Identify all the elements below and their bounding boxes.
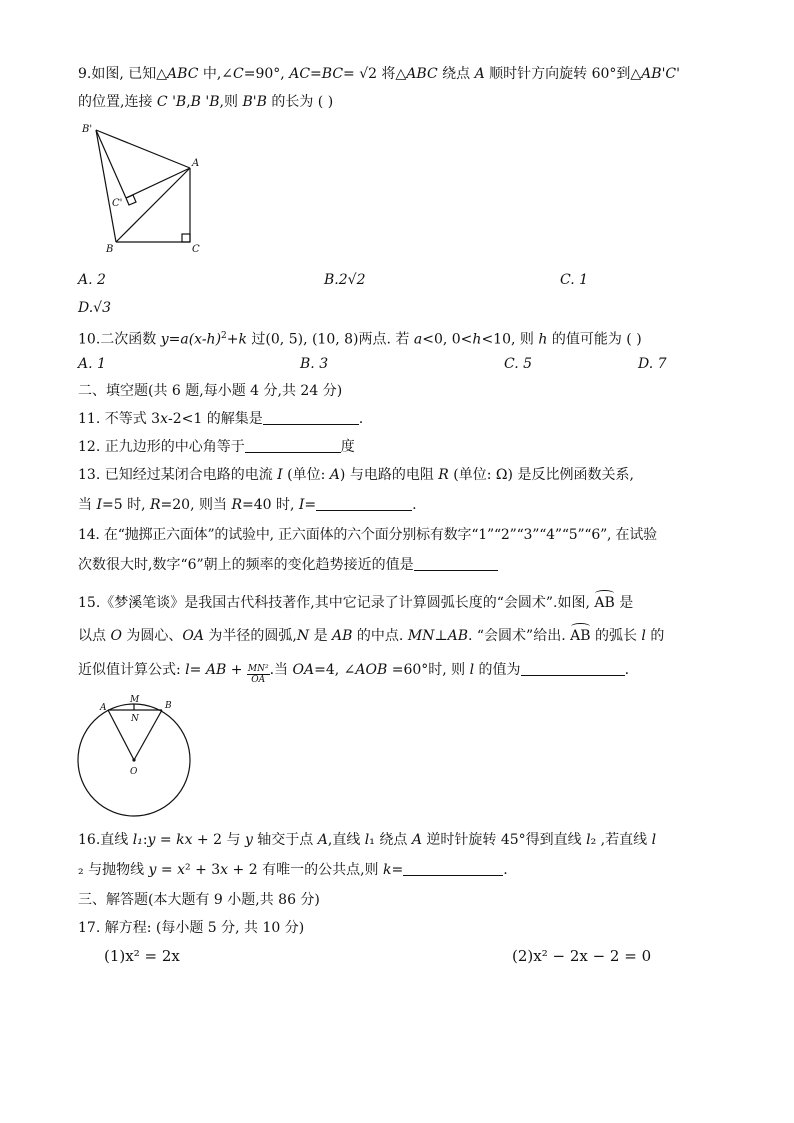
- q16-text: l: [586, 832, 591, 848]
- fraction-numerator: MN²: [247, 664, 269, 674]
- q13-answer-blank[interactable]: [316, 496, 412, 511]
- q15-text: .当: [269, 662, 293, 678]
- label-bprime: B': [82, 124, 93, 135]
- q14-text: 次数很大时,数字“6”朝上的频率的变化趋势接近的值是: [78, 557, 414, 573]
- q15-text: =4, ∠: [314, 662, 356, 678]
- label-b: B: [106, 244, 114, 255]
- q13-text: R: [438, 467, 449, 483]
- q10-option-b: B. 3: [300, 356, 329, 372]
- q16-text: A: [411, 832, 422, 848]
- q15-text: 为半径的圆弧,: [203, 628, 297, 644]
- q15-line-2: [78, 626, 664, 646]
- q10-text: a: [413, 331, 423, 348]
- q15-text: 的弧长: [594, 628, 642, 644]
- q15-text: AB: [332, 628, 353, 644]
- q9-text: B 'B: [190, 94, 220, 110]
- q11-text: .: [358, 411, 364, 427]
- q16-text: x: [177, 862, 185, 878]
- q15-text: AB: [205, 662, 227, 678]
- q10-text: 10.二次函数: [78, 331, 161, 348]
- q15-text: 以点: [78, 628, 111, 644]
- q9-text: ,: [186, 94, 191, 110]
- q13-text: (单位:: [282, 467, 330, 483]
- q10-text: h: [472, 331, 482, 348]
- q13-line-1: [78, 465, 634, 485]
- label-m: M: [130, 695, 140, 705]
- q11-line: [78, 409, 363, 429]
- q16-text: x: [220, 862, 229, 878]
- q13-text: =40 时,: [241, 497, 299, 513]
- q16-text: 与抛物线: [83, 862, 149, 878]
- q16-text: l: [651, 832, 657, 848]
- q11-text: 11. 不等式 3: [78, 411, 161, 427]
- fraction-mn2-over-oa: [247, 664, 270, 685]
- q15-text: N: [296, 628, 310, 644]
- label-a: A: [100, 703, 107, 713]
- q15-text: . “会圆术”给出.: [467, 628, 566, 644]
- label-n: N: [131, 714, 139, 724]
- q16-text: 轴交于点: [252, 832, 318, 848]
- q9-text: ABC: [167, 66, 199, 82]
- q14-line-2: [78, 555, 498, 575]
- q9-text: B'B: [242, 94, 267, 110]
- q15-text: 的: [645, 628, 665, 644]
- q12-line: [78, 437, 355, 457]
- q9-figure: [80, 120, 210, 260]
- q15-text: l: [641, 628, 646, 644]
- q16-text: A: [317, 832, 328, 848]
- q15-text: =60°时, 则: [387, 662, 470, 678]
- q15-text: .: [624, 662, 630, 678]
- q10-option-a: A. 1: [78, 356, 106, 372]
- q15-text: 15.《梦溪笔谈》是我国古代科技著作,其中它记录了计算圆弧长度的“会圆术”.如图,: [78, 595, 590, 611]
- q16-text: 绕点: [374, 832, 412, 848]
- q15-figure: [76, 694, 200, 818]
- q13-text: =20, 则当: [160, 497, 232, 513]
- center-point-o: [132, 758, 135, 761]
- q17-part-2: (2)x² − 2x − 2 = 0: [512, 947, 652, 965]
- label-cprime: C': [112, 198, 123, 209]
- q9-option-c: C. 1: [560, 272, 589, 288]
- segment-b-a: [116, 168, 190, 242]
- label-o: O: [130, 767, 138, 777]
- q15-text: MN: [407, 628, 435, 644]
- q15-line-1: [78, 593, 633, 613]
- q10-text: 的值可能为 ( ): [547, 331, 642, 348]
- q11-text: -2<1 的解集是: [167, 411, 263, 427]
- q13-text: R: [149, 497, 161, 513]
- q12-text: 12. 正九边形的中心角等于: [78, 439, 245, 455]
- q15-line-3: [78, 660, 629, 685]
- q10-line: [78, 326, 642, 350]
- q15-text: AOB: [355, 662, 388, 678]
- q15-text: =: [189, 662, 206, 678]
- q15-text: ⊥: [434, 628, 448, 644]
- q16-text: y: [244, 832, 253, 848]
- right-angle-mark-cprime: [126, 195, 136, 205]
- q10-option-c: C. 5: [504, 356, 533, 372]
- q16-text: ₂: [590, 832, 597, 848]
- q9-line-1: [78, 64, 680, 84]
- q17-title: 17. 解方程: (每小题 5 分, 共 10 分): [78, 920, 305, 936]
- q16-text: ₁: [369, 832, 375, 848]
- q16-text: + 2 有唯一的公共点,则: [228, 862, 383, 878]
- q9-text: =: [310, 66, 322, 82]
- q9-text: BC: [321, 66, 344, 82]
- q16-text: .: [503, 862, 508, 878]
- q9-text: C 'B: [156, 94, 187, 110]
- q16-text: y: [148, 862, 157, 878]
- q16-text: ₂: [78, 862, 84, 878]
- q9-text: ABC: [406, 66, 438, 82]
- q13-text: ) 与电路的电阻: [339, 467, 439, 483]
- arc-ab: AB: [594, 595, 615, 611]
- q9-option-d: D.√3: [78, 300, 112, 316]
- q10-text: <10, 则: [481, 331, 539, 348]
- q14-answer-blank[interactable]: [414, 556, 498, 571]
- q9-text: 的位置,连接: [78, 94, 157, 110]
- right-angle-mark-c: [182, 234, 190, 242]
- q13-text: I: [277, 467, 283, 483]
- q11-answer-blank[interactable]: [263, 410, 359, 425]
- q13-text: =: [304, 497, 317, 513]
- q17-part-1: (1)x² = 2x: [104, 947, 180, 965]
- q9-text: A: [474, 66, 485, 82]
- q13-text: R: [231, 497, 242, 513]
- fraction-denominator: OA: [251, 675, 266, 685]
- q13-text: (单位: Ω) 是反比例函数关系,: [448, 467, 634, 483]
- q9-text: 9.如图, 已知△: [78, 66, 168, 82]
- q16-text: ,若直线: [596, 832, 652, 848]
- q16-line-1: [78, 830, 656, 850]
- q16-text: y: [147, 832, 156, 848]
- q10-text: h: [538, 331, 548, 348]
- q9-option-b: B.2√2: [324, 272, 366, 288]
- q9-line-2: [78, 92, 333, 112]
- q10-text: 过(0, 5), (10, 8)两点. 若: [246, 331, 414, 348]
- q11-text: x: [160, 411, 168, 427]
- label-b: B: [165, 701, 172, 711]
- q9-text: 中,∠: [198, 66, 234, 82]
- q9-text: 的长为 ( ): [266, 94, 334, 110]
- segment-bprime-b: [96, 130, 116, 242]
- q9-text: AB'C': [641, 66, 680, 82]
- label-c: C: [192, 244, 200, 255]
- q14-line-1: 14. 在“抛掷正六面体”的试验中, 正六面体的六个面分别标有数字“1”“2”“3”“4”“5”“6”, 在试验: [78, 527, 657, 543]
- q16-text: 逆时针旋转 45°得到直线: [421, 832, 587, 848]
- q15-text: 是: [309, 628, 333, 644]
- q9-option-a: A. 2: [78, 272, 106, 288]
- arc-ab: AB: [570, 628, 591, 644]
- q16-text: ,直线: [327, 832, 365, 848]
- q16-text: ²: [185, 862, 191, 878]
- q15-text: l: [469, 662, 475, 678]
- section-2-heading: 二、填空题(共 6 题,每小题 4 分,共 24 分): [78, 383, 343, 399]
- q13-text: 13. 已知经过某闭合电路的电流: [78, 467, 278, 483]
- q16-text: l: [364, 832, 370, 848]
- q9-text: 顺时针方向旋转 60°到△: [484, 66, 642, 82]
- segment-cprime-a: [126, 168, 190, 198]
- q16-text: + 3: [190, 862, 221, 878]
- q16-text: =: [155, 832, 177, 848]
- q15-text: O: [110, 628, 122, 644]
- q9-text: AC: [289, 66, 311, 82]
- q15-text: 为圆心、: [121, 628, 183, 644]
- q9-text: = √2 将△: [343, 66, 407, 82]
- q16-text: :: [142, 832, 148, 848]
- q16-text: =: [156, 862, 178, 878]
- q15-text: OA: [292, 662, 315, 678]
- q13-text: .: [412, 497, 417, 513]
- q15-text: 的值为: [474, 662, 521, 678]
- q15-text: AB: [447, 628, 468, 644]
- q16-text: =: [391, 862, 404, 878]
- q13-text: I: [96, 497, 102, 513]
- q15-answer-blank[interactable]: [521, 661, 625, 676]
- q16-text: 16.直线: [78, 832, 133, 848]
- q10-text: 2: [221, 331, 227, 341]
- q16-text: + 2 与: [192, 832, 245, 848]
- q13-text: A: [329, 467, 340, 483]
- q13-text: 当: [78, 497, 97, 513]
- q12-text: 度: [340, 439, 355, 455]
- q15-text: 近似值计算公式:: [78, 662, 186, 678]
- q12-answer-blank[interactable]: [245, 438, 341, 453]
- q16-text: k: [382, 862, 392, 878]
- q10-text: y=a(x-h): [160, 331, 222, 348]
- q16-text: l₁: [132, 832, 143, 848]
- label-a: A: [192, 158, 200, 169]
- q9-text: C: [233, 66, 244, 82]
- q15-text: 是: [619, 595, 634, 611]
- q13-text: =5 时,: [101, 497, 150, 513]
- q10-text: +k: [226, 331, 247, 348]
- q15-text: OA: [182, 628, 204, 644]
- q16-text: kx: [176, 832, 193, 848]
- q16-answer-blank[interactable]: [403, 861, 503, 876]
- q9-text: 绕点: [437, 66, 475, 82]
- q15-text: +: [226, 662, 247, 678]
- section-3-heading: 三、解答题(本大题有 9 小题,共 86 分): [78, 892, 320, 908]
- q10-option-d: D. 7: [638, 356, 667, 372]
- q10-text: <0, 0<: [422, 331, 473, 348]
- q16-line-2: [78, 860, 508, 880]
- q9-text: =90°,: [243, 66, 290, 82]
- q9-text: ,则: [219, 94, 243, 110]
- q13-line-2: [78, 495, 417, 515]
- q15-text: l: [185, 662, 190, 678]
- q13-text: I: [298, 497, 305, 513]
- q15-text: 的中点.: [352, 628, 408, 644]
